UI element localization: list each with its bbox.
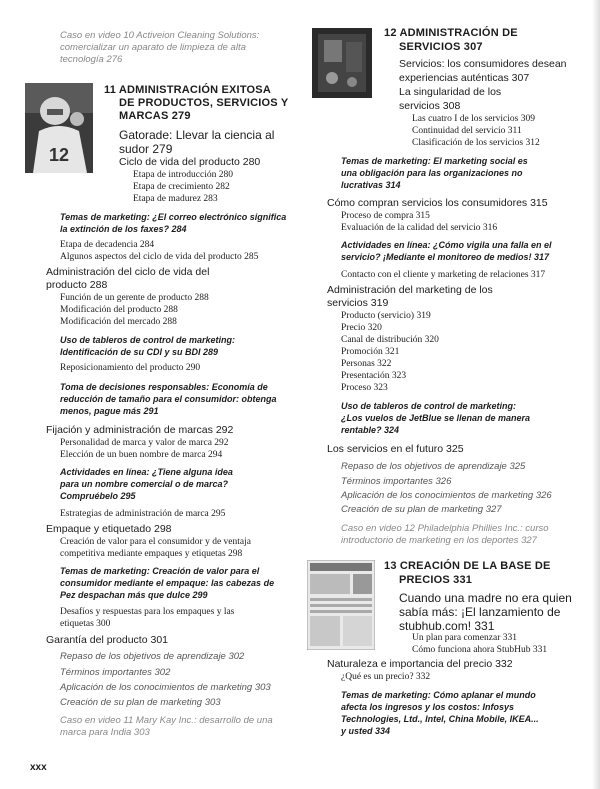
toma-decisiones-line2: reducción de tamaño para el consumidor: obtenga [60, 394, 277, 404]
clasificacion-entry: Clasificación de los servicios 312 [412, 138, 540, 148]
empaque-entry: Empaque y etiquetado 298 [46, 523, 172, 535]
admin-marketing-entry-line2: servicios 319 [327, 297, 389, 309]
toma-decisiones: Toma de decisiones responsables: Economía de [60, 382, 268, 392]
proceso-compra-entry: Proceso de compra 315 [341, 211, 430, 221]
uso-tableros-1: Uso de tableros de control de marketing: [60, 335, 236, 345]
como-compran-entry: Cómo compran servicios los consumidores 315 [327, 197, 548, 209]
video-case-12: Caso en video 12 Philadelphia Phillies Inc.: curso [341, 523, 549, 534]
chapter-11-title-line2: DE PRODUCTOS, SERVICIOS Y [119, 97, 289, 109]
chapter-12-title: 12 ADMINISTRACIÓN DE [384, 27, 518, 39]
uso-tableros-2-line2: ¿Los vuelos de JetBlue se llenan de manera [341, 413, 531, 423]
temas-marketing-4-line3: Technologies, Ltd., Intel, China Mobile, IKEA... [341, 714, 539, 724]
temas-marketing-1-line2: la extinción de los faxes? 284 [60, 224, 187, 234]
fijacion-entry: Fijación y administración de marcas 292 [46, 424, 234, 436]
video-case-11: Caso en video 11 Mary Kay Inc.: desarrollo de una [60, 715, 273, 726]
plan-comenzar-entry: Un plan para comenzar 331 [412, 633, 517, 643]
video-case-10: Caso en video 10 Activeion Cleaning Solutions: [60, 30, 260, 41]
page-edge-shadow [592, 0, 600, 789]
continuidad-entry: Continuidad del servicio 311 [412, 126, 522, 136]
video-case-10-line2: comercializar un aparato de limpieza de alta [60, 42, 246, 53]
desafios-entry: Desafíos y respuestas para los empaques y las [60, 607, 235, 617]
precio-entry: Precio 320 [341, 323, 382, 333]
gatorade-entry-line2: sudor 279 [119, 142, 173, 156]
singularidad-entry: La singularidad de los [399, 86, 502, 98]
admin-marketing-entry: Administración del marketing de los [327, 284, 493, 296]
uso-tableros-1-line2: Identificación de su CDI y su BDI 289 [60, 347, 219, 357]
chapter-11-title: 11 ADMINISTRACIÓN EXITOSA [104, 84, 271, 96]
page-folio: xxx [30, 762, 47, 773]
temas-marketing-4: Temas de marketing: Cómo aplanar el mundo [341, 690, 536, 700]
temas-marketing-3: Temas de marketing: El marketing social es [341, 156, 528, 166]
chapter-12-title-line2: SERVICIOS 307 [399, 41, 483, 53]
que-es-precio-entry: ¿Qué es un precio? 332 [341, 672, 431, 682]
servicios-entry-line2: experiencias auténticas 307 [399, 72, 530, 84]
temas-marketing-2-line3: Pez despachan más que dulce 299 [60, 590, 208, 600]
decadencia-entry: Etapa de decadencia 284 [60, 240, 155, 250]
modificacion-producto-entry: Modificación del producto 288 [60, 305, 178, 315]
admin-ciclo-entry: Administración del ciclo de vida del [46, 266, 210, 278]
contacto-entry: Contacto con el cliente y marketing de relaciones 317 [341, 270, 546, 280]
proceso-entry: Proceso 323 [341, 383, 388, 393]
introduccion-entry: Etapa de introducción 280 [133, 170, 233, 180]
madurez-entry: Etapa de madurez 283 [133, 194, 218, 204]
eleccion-entry: Elección de un buen nombre de marca 294 [60, 450, 223, 460]
uso-tableros-2-line3: rentable? 324 [341, 425, 400, 435]
temas-marketing-4-line4: y usted 334 [341, 726, 391, 736]
producto-entry: Producto (servicio) 319 [341, 311, 431, 321]
creacion-plan-entry: Creación de su plan de marketing 303 [60, 697, 221, 708]
video-case-12-line2: introductorio de marketing en los deportes 327 [341, 535, 537, 546]
actividades-linea-2: Actividades en línea: ¿Cómo vigila una falla en el [341, 240, 552, 250]
cuatro-i-entry: Las cuatro I de los servicios 309 [412, 114, 535, 124]
funcion-gerente-entry: Función de un gerente de producto 288 [60, 293, 209, 303]
temas-marketing-3-line3: lucrativas 314 [341, 180, 401, 190]
actividades-linea-2-line2: servicio? ¡Mediante el monitoreo de medios! 317 [341, 252, 550, 262]
actividades-linea-1-line3: Compruébelo 295 [60, 491, 136, 501]
desafios-entry-line2: etiquetas 300 [60, 619, 111, 629]
garantia-entry: Garantía del producto 301 [46, 634, 169, 646]
repaso-entry-12: Repaso de los objetivos de aprendizaje 325 [341, 461, 526, 472]
madre-entry: Cuando una madre no era quien [399, 591, 572, 605]
presentacion-entry: Presentación 323 [341, 371, 407, 381]
temas-marketing-3-line2: una obligación para las organizaciones no [341, 168, 523, 178]
madre-entry-line3: stubhub.com! 331 [399, 619, 495, 633]
funciona-stubhub-entry: Cómo funciona ahora StubHub 331 [412, 645, 548, 655]
creacion-valor-entry-line2: competitiva mediante empaques y etiquetas 298 [60, 549, 243, 559]
aplicacion-entry-12: Aplicación de los conocimientos de marketing 326 [341, 490, 552, 501]
futuro-entry: Los servicios en el futuro 325 [327, 443, 464, 455]
aplicacion-entry: Aplicación de los conocimientos de marketing 303 [60, 682, 271, 693]
creacion-plan-entry-12: Creación de su plan de marketing 327 [341, 504, 502, 515]
promocion-entry: Promoción 321 [341, 347, 400, 357]
modificacion-mercado-entry: Modificación del mercado 288 [60, 317, 177, 327]
servicios-entry: Servicios: los consumidores desean [399, 58, 567, 70]
reposicionamiento-entry: Reposicionamiento del producto 290 [60, 363, 201, 373]
admin-ciclo-entry-line2: producto 288 [46, 279, 108, 291]
uso-tableros-2: Uso de tableros de control de marketing: [341, 401, 517, 411]
actividades-linea-1-line2: para un nombre comercial o de marca? [60, 479, 229, 489]
ciclo-entry: Ciclo de vida del producto 280 [119, 156, 261, 168]
temas-marketing-2-line2: consumidor mediante el empaque: las cabezas de [60, 578, 275, 588]
personas-entry: Personas 322 [341, 359, 392, 369]
actividades-linea-1: Actividades en línea: ¿Tiene alguna idea [60, 467, 233, 477]
creacion-valor-entry: Creación de valor para el consumidor y de ventaja [60, 537, 251, 547]
repaso-entry: Repaso de los objetivos de aprendizaje 302 [60, 651, 245, 662]
temas-marketing-2: Temas de marketing: Creación de valor para el [60, 566, 260, 576]
restaurant-interior-photo [312, 28, 372, 98]
terminos-entry: Términos importantes 302 [60, 667, 171, 678]
estrategias-entry: Estrategias de administración de marca 295 [60, 509, 226, 519]
chapter-11-title-line3: MARCAS 279 [119, 110, 191, 122]
terminos-entry-12: Términos importantes 326 [341, 476, 452, 487]
chapter-13-title: 13 CREACIÓN DE LA BASE DE [384, 560, 551, 572]
madre-entry-line2: sabía más: ¡El lanzamiento de [399, 605, 561, 619]
singularidad-entry-line2: servicios 308 [399, 100, 461, 112]
video-case-11-line2: marca para India 303 [60, 727, 150, 738]
toma-decisiones-line3: menos, pague más 291 [60, 406, 159, 416]
temas-marketing-1: Temas de marketing: ¿El correo electrónico significa [60, 212, 287, 222]
evaluacion-entry: Evaluación de la calidad del servicio 316 [341, 223, 498, 233]
video-case-10-line3: tecnología 276 [60, 54, 123, 65]
football-player-photo [25, 83, 93, 173]
gatorade-entry: Gatorade: Llevar la ciencia al [119, 128, 275, 142]
temas-marketing-4-line2: afecta los ingresos y los costos: Infosys [341, 702, 515, 712]
personalidad-entry: Personalidad de marca y valor de marca 292 [60, 438, 229, 448]
chapter-13-title-line2: PRECIOS 331 [399, 574, 473, 586]
stubhub-website-photo [307, 560, 375, 650]
svg-text:12: 12 [49, 145, 70, 165]
crecimiento-entry: Etapa de crecimiento 282 [133, 182, 230, 192]
naturaleza-entry: Naturaleza e importancia del precio 332 [327, 658, 513, 670]
algunos-aspectos-entry: Algunos aspectos del ciclo de vida del producto 285 [60, 252, 259, 262]
canal-entry: Canal de distribución 320 [341, 335, 439, 345]
